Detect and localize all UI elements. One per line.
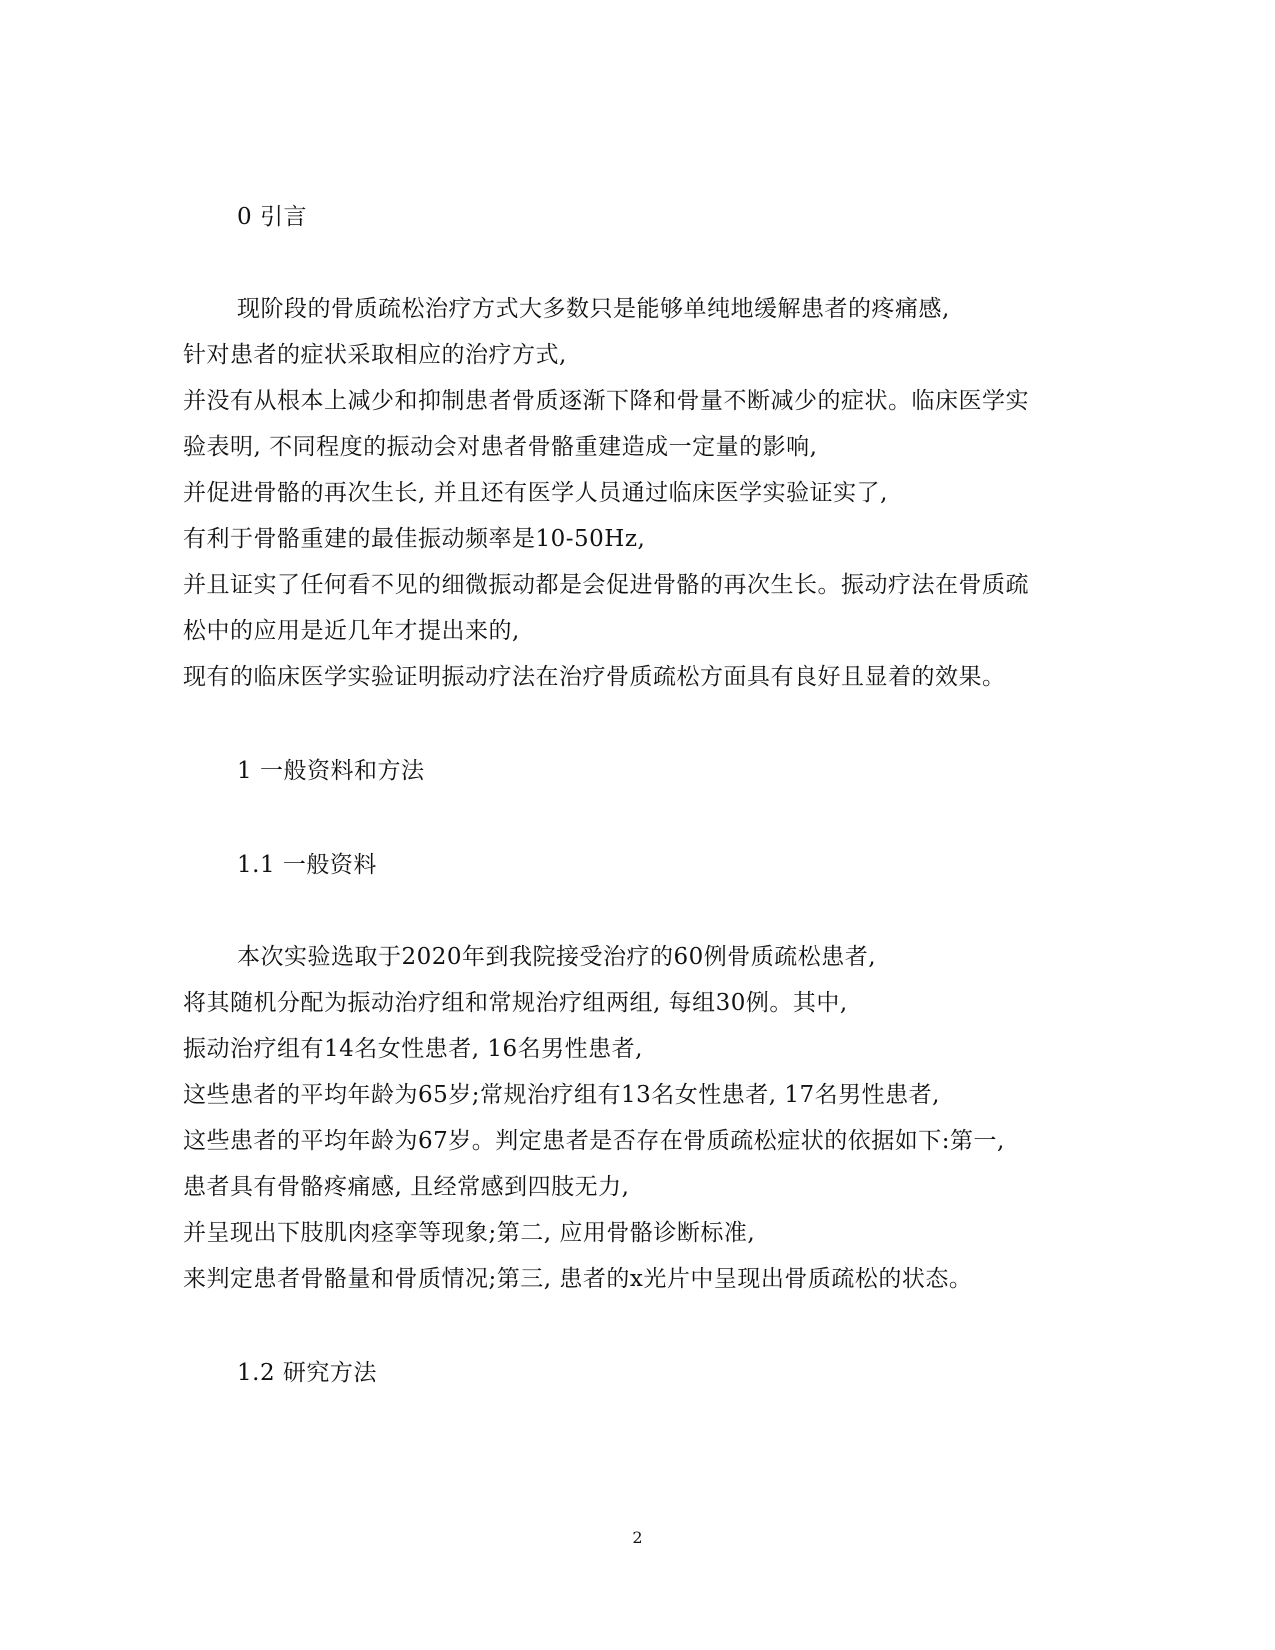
paragraph-line: 有利于骨骼重建的最佳振动频率是10-50Hz, [183, 526, 646, 552]
subsection-heading-research-methods: 1.2 研究方法 [237, 1360, 377, 1386]
paragraph-line: 来判定患者骨骼量和骨质情况;第三, 患者的x光片中呈现出骨质疏松的状态。 [183, 1266, 973, 1292]
paragraph-line: 振动治疗组有14名女性患者, 16名男性患者, [183, 1036, 643, 1062]
paragraph-line: 这些患者的平均年龄为67岁。判定患者是否存在骨质疏松症状的依据如下:第一, [183, 1128, 1005, 1154]
paragraph-line: 并呈现出下肢肌肉痉挛等现象;第二, 应用骨骼诊断标准, [183, 1220, 756, 1246]
paragraph-line: 并没有从根本上减少和抑制患者骨质逐渐下降和骨量不断减少的症状。临床医学实 [183, 388, 1029, 414]
paragraph-line: 并且证实了任何看不见的细微振动都是会促进骨骼的再次生长。振动疗法在骨质疏 [183, 572, 1029, 598]
paragraph-line: 这些患者的平均年龄为65岁;常规治疗组有13名女性患者, 17名男性患者, [183, 1082, 940, 1108]
paragraph-line: 患者具有骨骼疼痛感, 且经常感到四肢无力, [183, 1174, 630, 1200]
paragraph-line: 将其随机分配为振动治疗组和常规治疗组两组, 每组30例。其中, [183, 990, 848, 1016]
subsection-heading-general: 1.1 一般资料 [237, 852, 377, 878]
paragraph-line: 松中的应用是近几年才提出来的, [183, 618, 520, 644]
paragraph-line: 针对患者的症状采取相应的治疗方式, [183, 342, 567, 368]
paragraph-line: 本次实验选取于2020年到我院接受治疗的60例骨质疏松患者, [237, 944, 877, 970]
paragraph-line: 并促进骨骼的再次生长, 并且还有医学人员通过临床医学实验证实了, [183, 480, 888, 506]
page-number: 2 [632, 1528, 643, 1547]
paragraph-line: 现有的临床医学实验证明振动疗法在治疗骨质疏松方面具有良好且显着的效果。 [183, 664, 1006, 690]
paragraph-line: 现阶段的骨质疏松治疗方式大多数只是能够单纯地缓解患者的疼痛感, [237, 296, 950, 322]
paragraph-line: 验表明, 不同程度的振动会对患者骨骼重建造成一定量的影响, [183, 434, 818, 460]
section-heading-methods: 1 一般资料和方法 [237, 758, 425, 784]
section-heading-intro: 0 引言 [237, 204, 307, 230]
